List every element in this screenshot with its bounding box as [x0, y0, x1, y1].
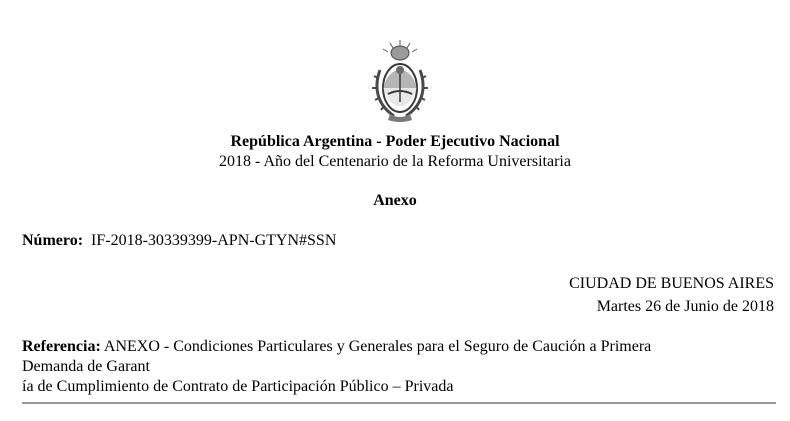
- city-line: CIUDAD DE BUENOS AIRES: [569, 275, 774, 292]
- document-number-value: IF-2018-30339399-APN-GTYN#SSN: [91, 232, 337, 249]
- document-number-label: Número:: [22, 232, 84, 249]
- document-type-title: Anexo: [373, 192, 417, 209]
- separator-rule: [22, 402, 776, 404]
- coat-of-arms-icon: [368, 38, 432, 124]
- reference-label: Referencia:: [22, 338, 101, 355]
- document-number-row: [22, 232, 336, 250]
- reference-text-1: ANEXO - Condiciones Particulares y Generales para el Seguro de Caución a Primera: [103, 338, 652, 355]
- reference-text-3: ía de Cumplimiento de Contrato de Participación Público – Privada: [22, 378, 454, 395]
- reference-line-1: [22, 337, 762, 357]
- country-heading: República Argentina - Poder Ejecutivo Nacional: [230, 133, 560, 150]
- reference-text-2: Demanda de Garant: [22, 358, 150, 375]
- reference-block: [22, 337, 762, 397]
- date-line: Martes 26 de Junio de 2018: [596, 298, 774, 315]
- year-motto: 2018 - Año del Centenario de la Reforma Universitaria: [219, 153, 571, 170]
